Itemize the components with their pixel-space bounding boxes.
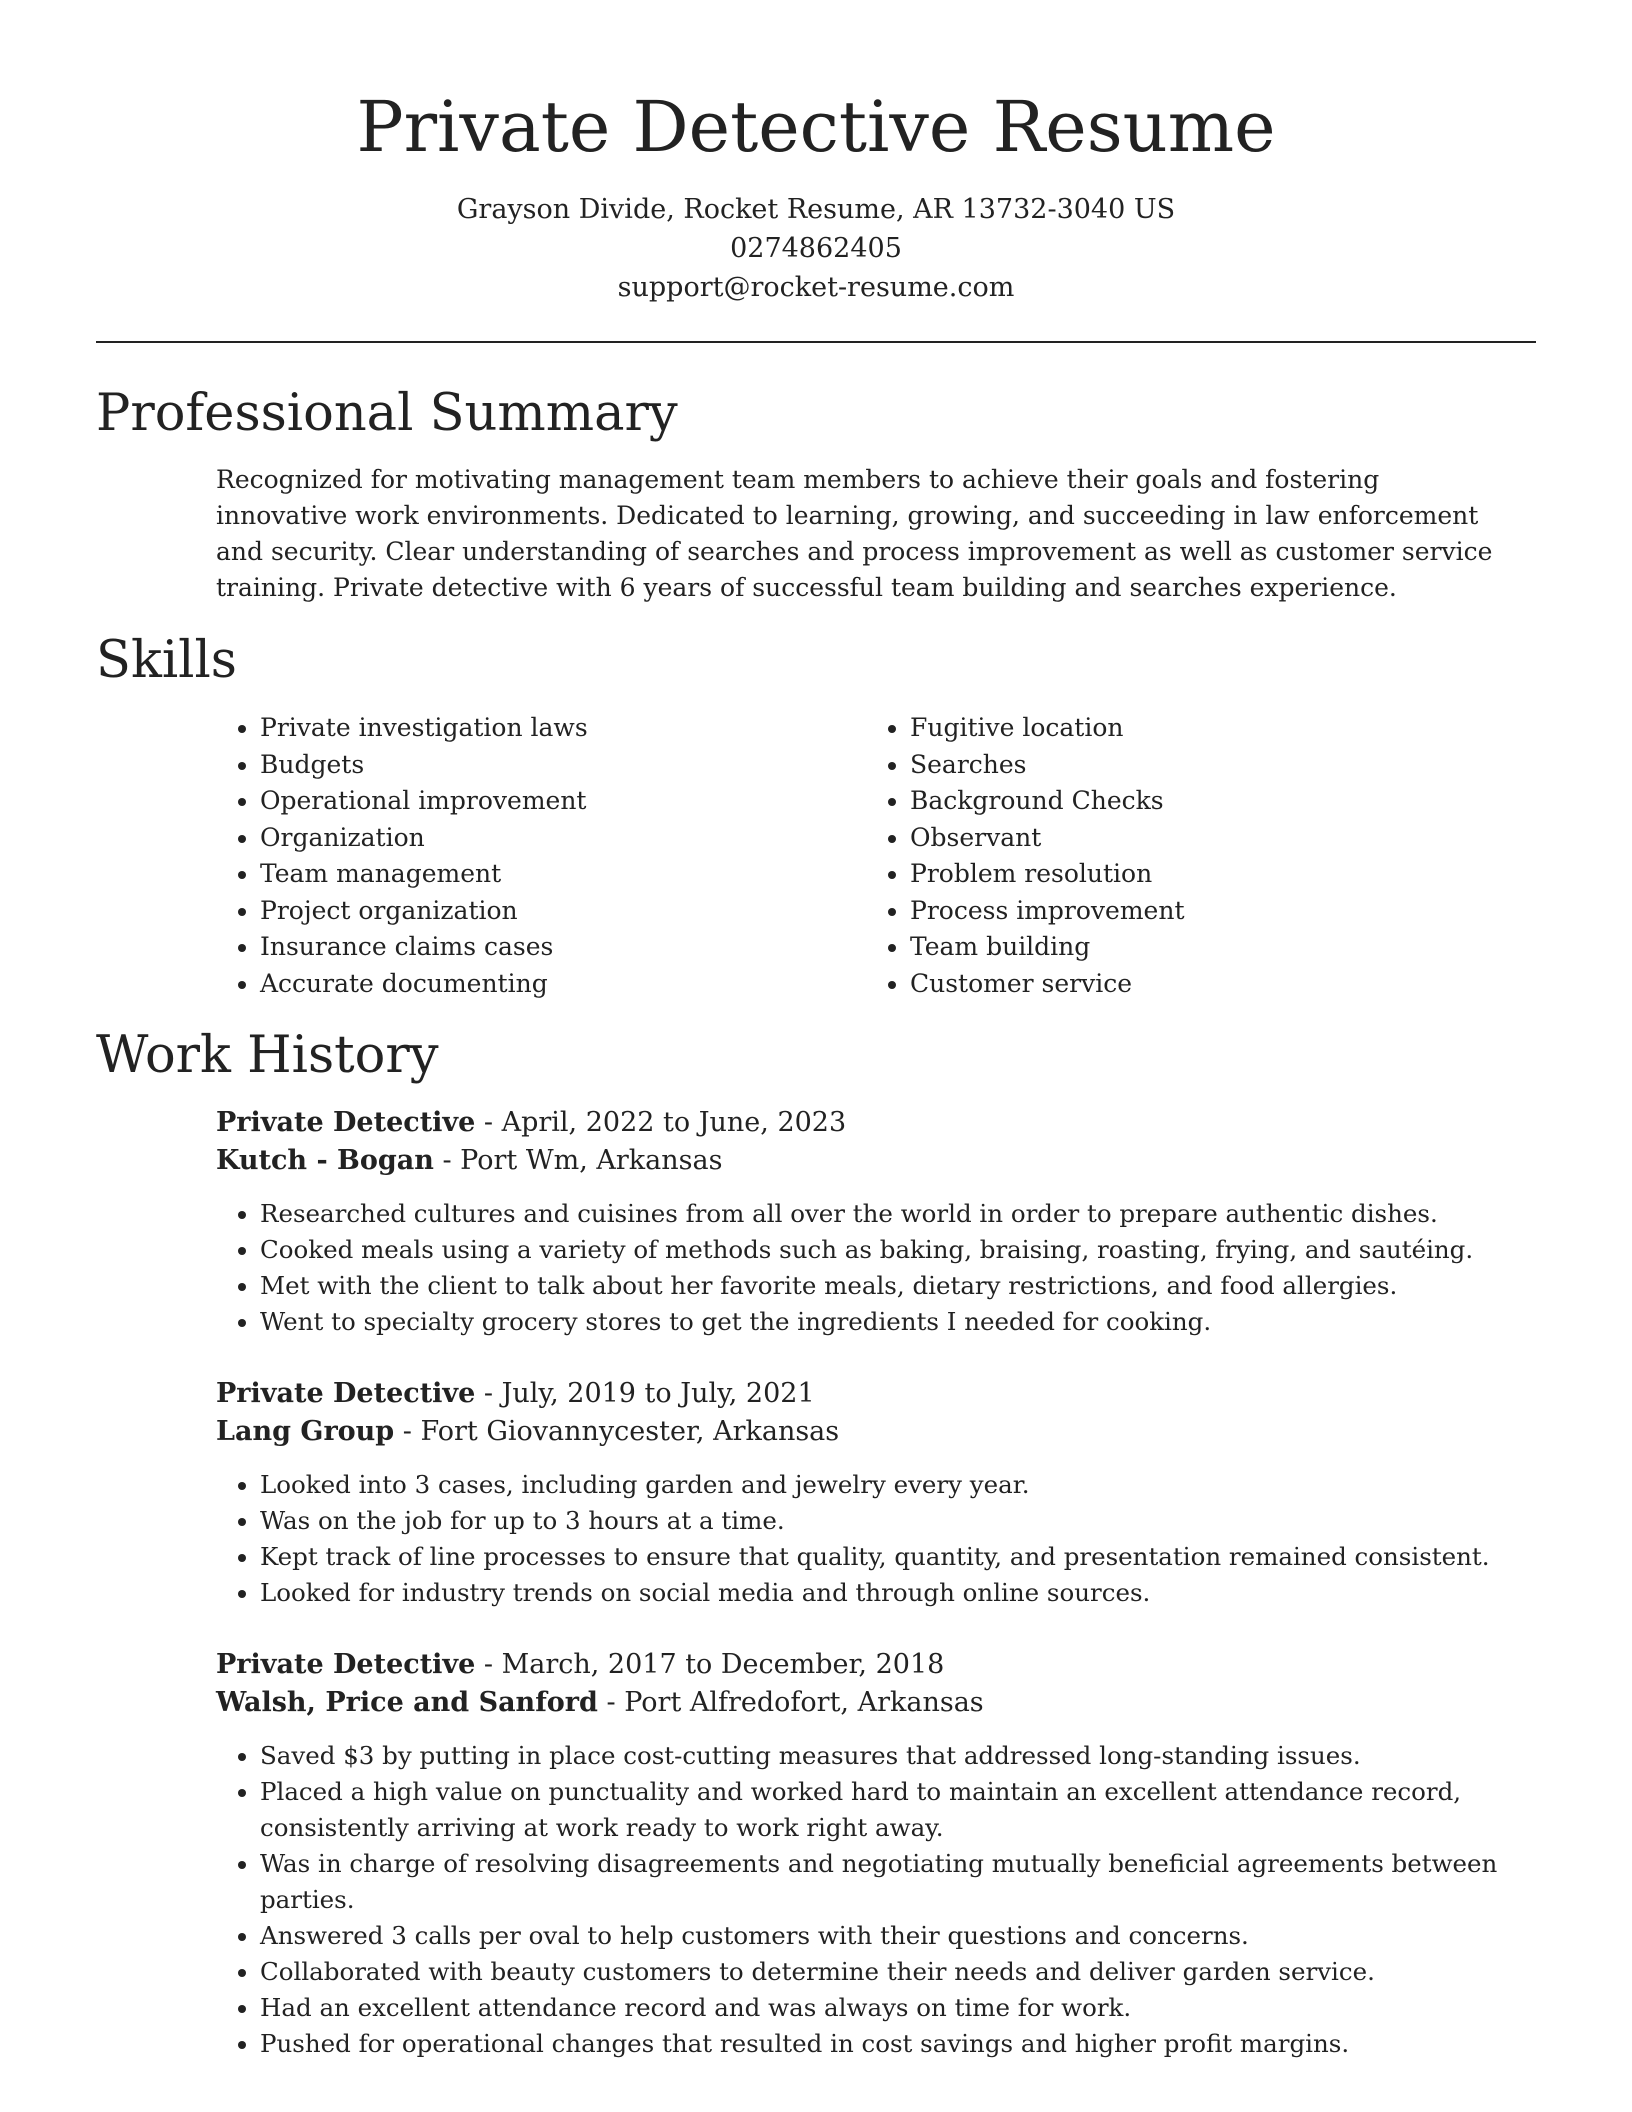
job-company-line [216, 1413, 1536, 1451]
duty-item: • Answered 3 calls per oval to help customers with their questions and concerns. [260, 1918, 1536, 1954]
summary-heading: Professional Summary [96, 384, 678, 443]
skill-item: • Problem resolution [910, 856, 1185, 893]
job-location: - Fort Giovannycester, Arkansas [394, 1416, 840, 1447]
job-entry [216, 1104, 1536, 1340]
header-divider [96, 341, 1536, 343]
summary-text: Recognized for motivating management team members to achieve their goals and fostering innovative work environments. Dedicated to learning, growing, and succeeding in law enforcement and security. Clear understanding of searches and process improvement as well as customer service training. Private detective with 6 years of successful team building and searches experience. [216, 465, 1493, 602]
job-title: Private Detective [216, 1378, 476, 1409]
duty-item: • Was in charge of resolving disagreements and negotiating mutually beneficial agreements between parties. [260, 1846, 1536, 1918]
contact-address: Grayson Divide, Rocket Resume, AR 13732-3040 US [456, 194, 1176, 225]
duty-item: • Saved $3 by putting in place cost-cutting measures that addressed long-standing issues. [260, 1738, 1536, 1774]
duty-item: • Went to specialty grocery stores to get the ingredients I needed for cooking. [260, 1304, 1536, 1340]
resume-title: Private Detective Resume [356, 86, 1276, 168]
duty-item: • Placed a high value on punctuality and worked hard to maintain an excellent attendance record, consistently arriving at work ready to work right away. [260, 1774, 1536, 1846]
skills-heading: Skills [96, 631, 237, 690]
job-title: Private Detective [216, 1649, 476, 1680]
job-location: - Port Alfredofort, Arkansas [597, 1687, 984, 1718]
duty-item: • Had an excellent attendance record and was always on time for work. [260, 1990, 1536, 2026]
duty-item: • Collaborated with beauty customers to determine their needs and deliver garden service. [260, 1954, 1536, 1990]
duty-item: • Cooked meals using a variety of methods such as baking, braising, roasting, frying, and sautéing. [260, 1232, 1536, 1268]
job-title-line [216, 1104, 1536, 1142]
skill-item: • Background Checks [910, 783, 1185, 820]
job-entry [216, 1375, 1536, 1611]
skill-item: • Project organization [260, 893, 588, 930]
skill-item: • Operational improvement [260, 783, 588, 820]
contact-block [0, 190, 1632, 307]
duty-item: • Was on the job for up to 3 hours at a time. [260, 1503, 1536, 1539]
skill-item: • Organization [260, 820, 588, 857]
skill-item: • Private investigation laws [260, 710, 588, 747]
job-title-line [216, 1646, 1536, 1684]
duty-item: • Looked for industry trends on social media and through online sources. [260, 1575, 1536, 1611]
job-duties [216, 1196, 1536, 1340]
duty-item: • Met with the client to talk about her favorite meals, dietary restrictions, and food allergies. [260, 1268, 1536, 1304]
job-title: Private Detective [216, 1107, 476, 1138]
skill-item: • Customer service [910, 966, 1185, 1003]
job-entry [216, 1646, 1536, 2062]
skill-item: • Observant [910, 820, 1185, 857]
job-company: Walsh, Price and Sanford [216, 1687, 598, 1718]
job-dates: - March, 2017 to December, 2018 [475, 1649, 945, 1680]
job-duties [216, 1738, 1536, 2062]
duty-item: • Pushed for operational changes that resulted in cost savings and higher profit margins. [260, 2026, 1536, 2062]
skill-item: • Process improvement [910, 893, 1185, 930]
skill-item: • Budgets [260, 747, 588, 784]
work-history-heading: Work History [96, 1026, 439, 1085]
job-location: - Port Wm, Arkansas [433, 1145, 723, 1176]
duty-item: • Researched cultures and cuisines from all over the world in order to prepare authentic dishes. [260, 1196, 1536, 1232]
job-company-line [216, 1142, 1536, 1180]
contact-email: support@rocket-resume.com [617, 272, 1015, 303]
skill-item: • Fugitive location [910, 710, 1185, 747]
skills-list-right [866, 710, 1185, 1002]
job-dates: - July, 2019 to July, 2021 [475, 1378, 815, 1409]
skill-item: • Accurate documenting [260, 966, 588, 1003]
duty-item: • Kept track of line processes to ensure that quality, quantity, and presentation remained consistent. [260, 1539, 1536, 1575]
job-company: Kutch - Bogan [216, 1145, 434, 1176]
job-company-line [216, 1684, 1536, 1722]
skill-item: • Team management [260, 856, 588, 893]
skills-list-left [216, 710, 588, 1002]
job-title-line [216, 1375, 1536, 1413]
job-duties [216, 1467, 1536, 1611]
skill-item: • Insurance claims cases [260, 929, 588, 966]
job-dates: - April, 2022 to June, 2023 [475, 1107, 847, 1138]
contact-phone: 0274862405 [730, 233, 902, 264]
skill-item: • Searches [910, 747, 1185, 784]
skill-item: • Team building [910, 929, 1185, 966]
job-company: Lang Group [216, 1416, 395, 1447]
duty-item: • Looked into 3 cases, including garden and jewelry every year. [260, 1467, 1536, 1503]
